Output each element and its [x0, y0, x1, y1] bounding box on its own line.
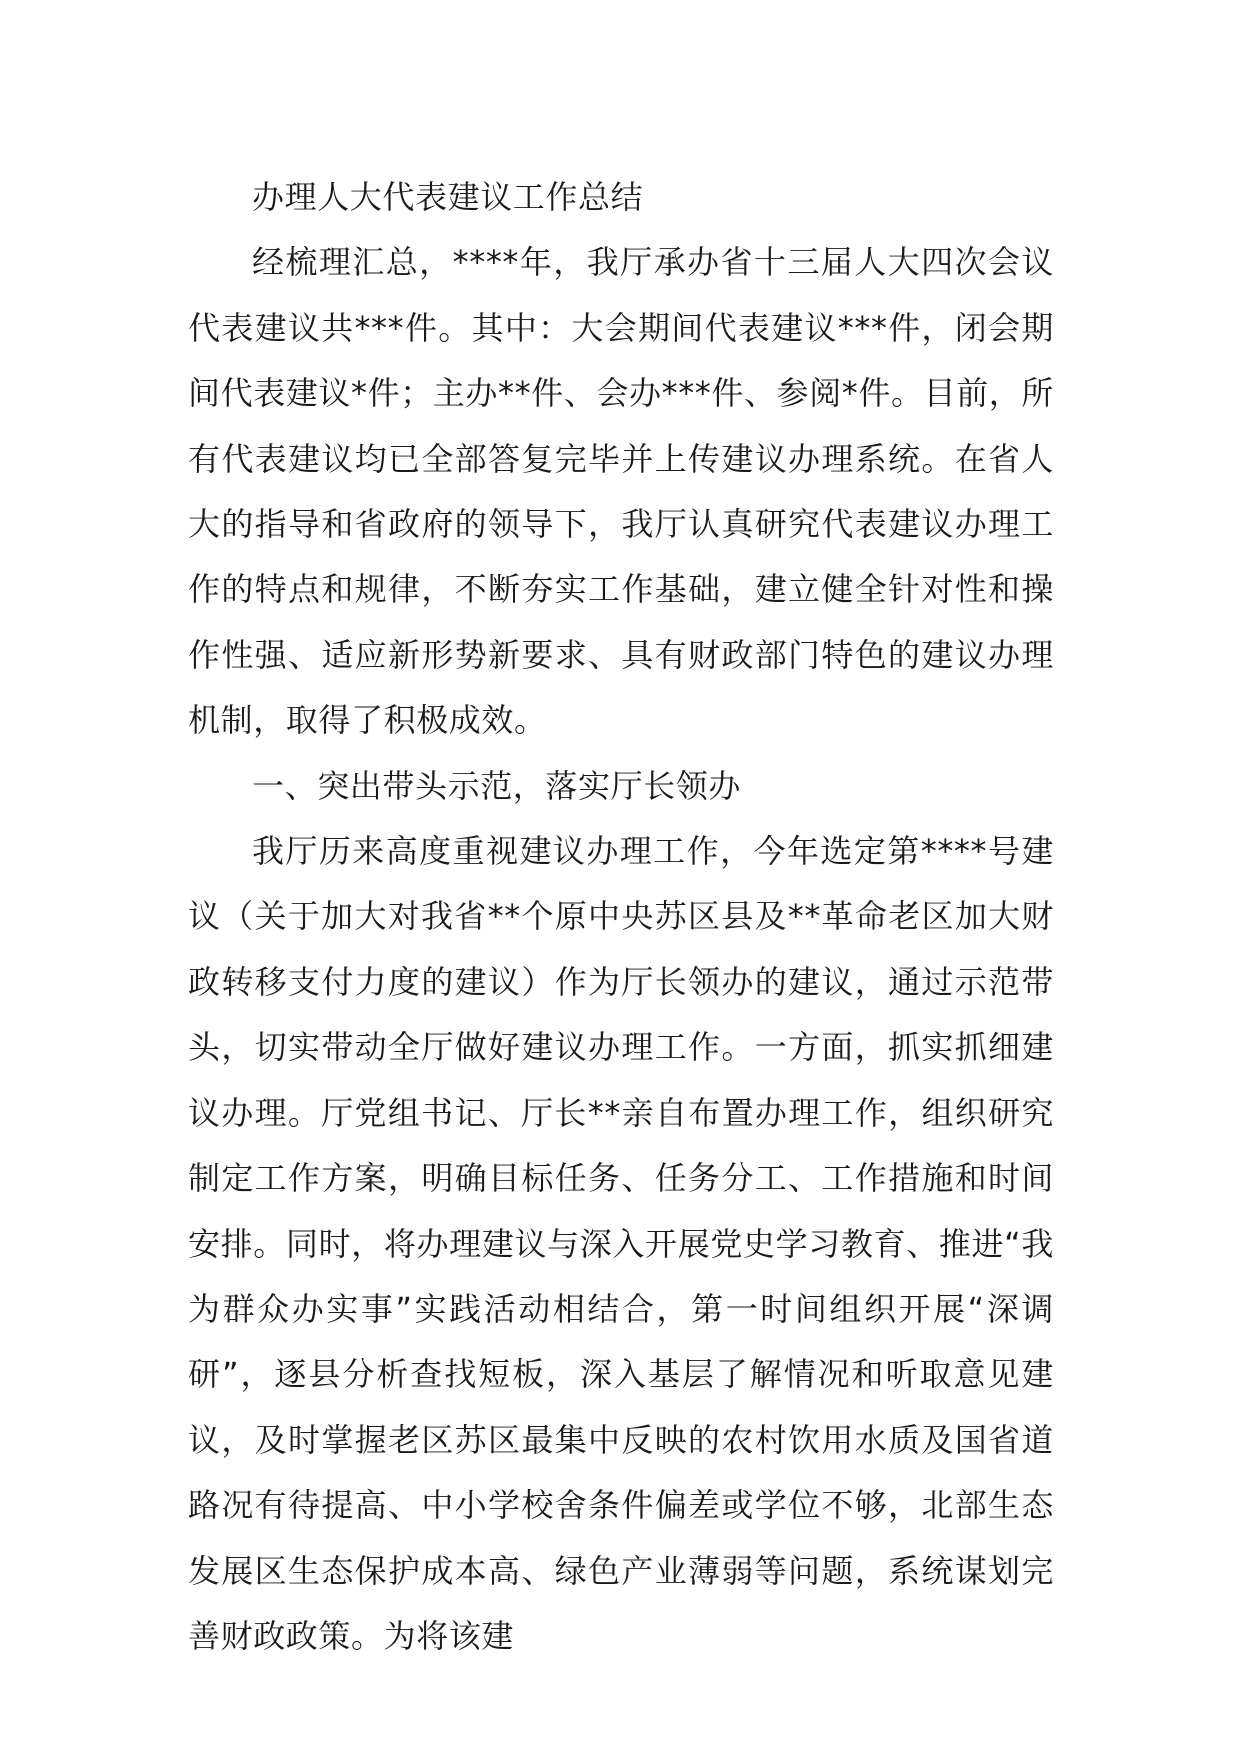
document-page — [188, 165, 1054, 1669]
section-heading-1: 一、突出带头示范，落实厅长领办 — [252, 766, 742, 805]
paragraph-summary: 经梳理汇总，****年，我厅承办省十三届人大四次会议代表建议共***件。其中：大会期间代表建议***件，闭会期间代表建议*件；主办**件、会办***件、参阅*件。目前，所有代表建议均已全部答复完毕并上传建议办理系统。在省人大的指导和省政府的领导下，我厅认真研究代表建议办理工作的特点和规律，不断夯实工作基础，建立健全针对性和操作性强、适应新形势新要求、具有财政部门特色的建议办理机制，取得了积极成效。 — [188, 243, 1055, 740]
paragraph-section-1: 我厅历来高度重视建议办理工作，今年选定第****号建议（关于加大对我省**个原中央苏区县及**革命老区加大财政转移支付力度的建议）作为厅长领办的建议，通过示范带头，切实带动全厅做好建议办理工作。一方面，抓实抓细建议办理。厅党组书记、厅长**亲自布置办理工作，组织研究制定工作方案，明确目标任务、任务分工、工作措施和时间安排。同时，将办理建议与深入开展党史学习教育、推进“我为群众办实事”实践活动相结合，第一时间组织开展“深调研”，逐县分析查找短板，深入基层了解情况和听取意见建议，及时掌握老区苏区最集中反映的农村饮用水质及国省道路况有待提高、中小学校舍条件偏差或学位不够，北部生态发展区生态保护成本高、绿色产业薄弱等问题，系统谋划完善财政政策。为将该建 — [188, 832, 1054, 1655]
document-title: 办理人大代表建议工作总结 — [252, 178, 644, 216]
